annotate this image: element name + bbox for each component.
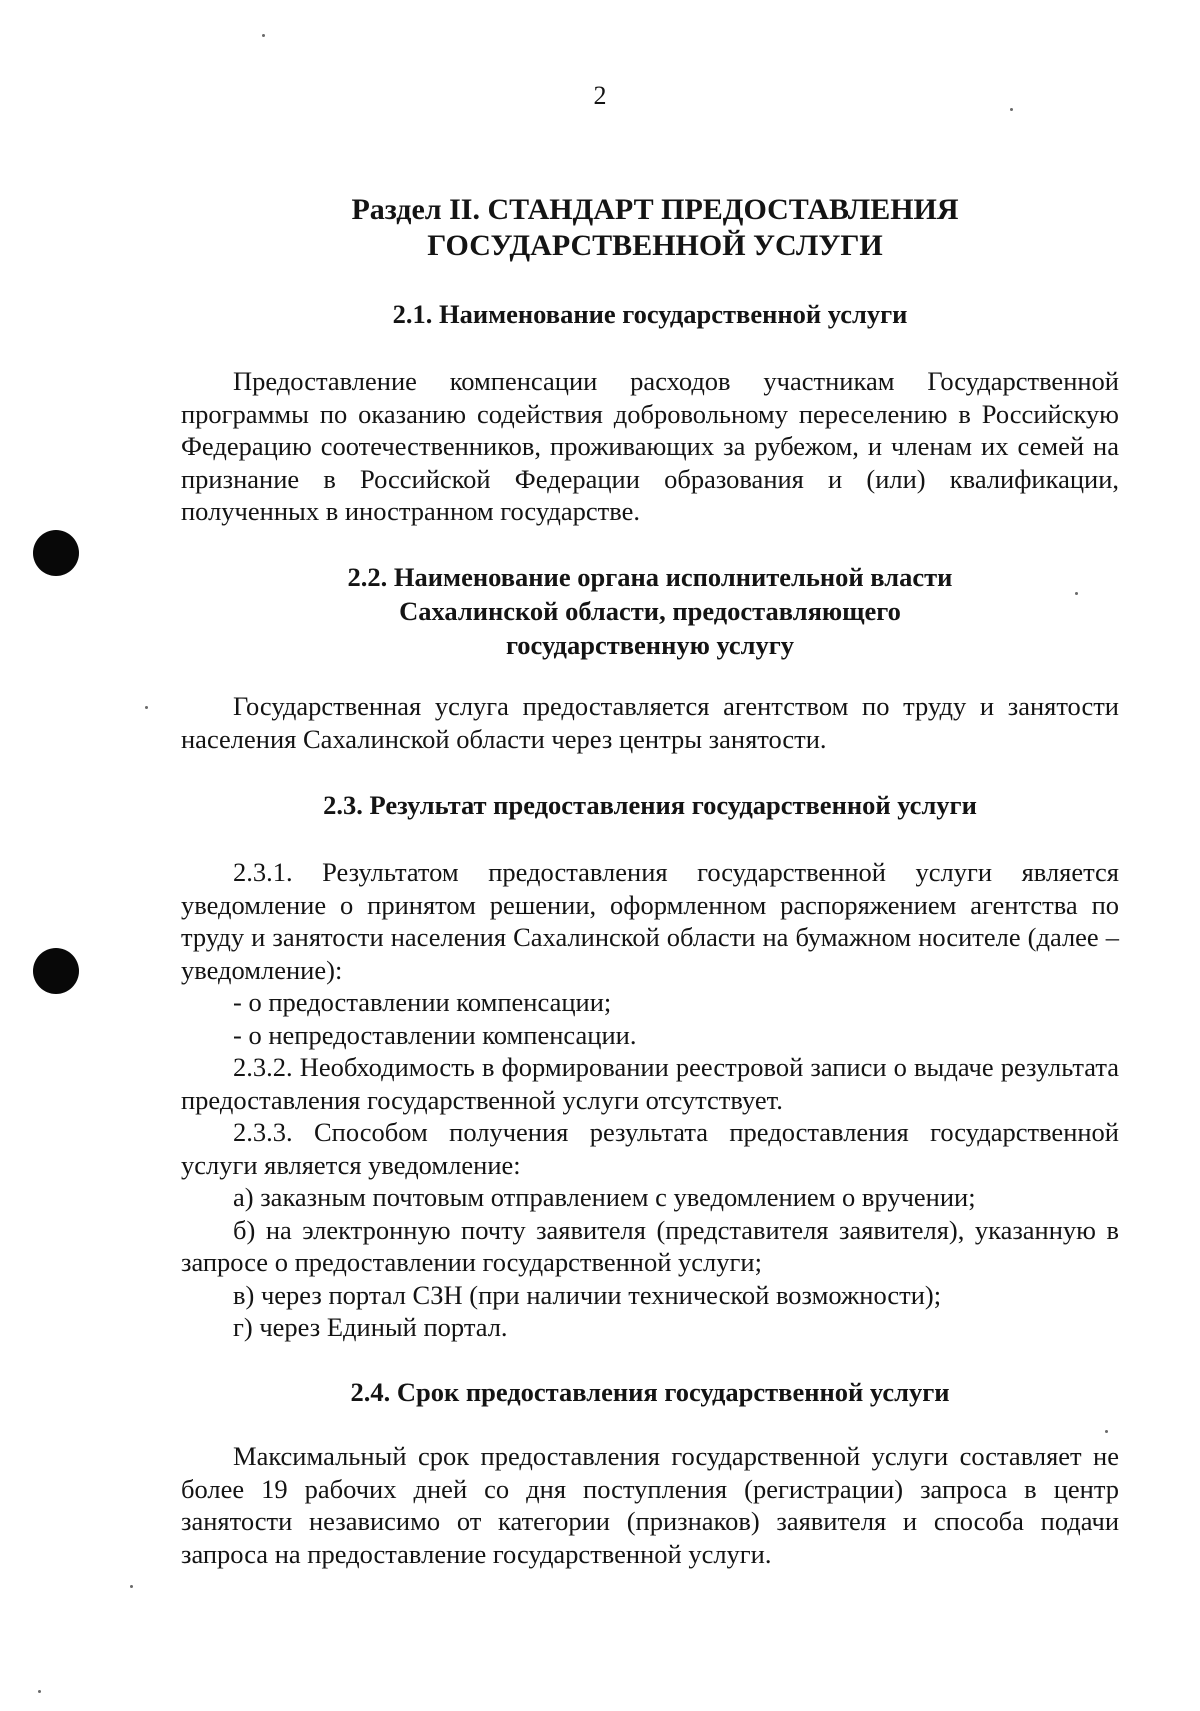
scan-speck xyxy=(262,34,265,37)
subsection-heading-2-4: 2.4. Срок предоставления государственной услуги xyxy=(350,1377,950,1407)
list-item: г) через Единый портал. xyxy=(233,1312,508,1342)
subsection-heading-2-2 xyxy=(180,560,1120,662)
paragraph: Государственная услуга предоставляется агентством по труду и занятости населения Сахалинской области через центры занятости. xyxy=(181,691,1119,754)
punch-hole xyxy=(33,948,79,994)
scan-speck xyxy=(130,1585,133,1588)
punch-hole xyxy=(33,530,79,576)
list-item: б) на электронную почту заявителя (представителя заявителя), указанную в запросе о предоставлении государственной услуги; xyxy=(181,1214,1119,1277)
heading-line: Сахалинской области, предоставляющего xyxy=(399,596,901,626)
subsection-body-2-2 xyxy=(181,690,1119,755)
list-item: а) заказным почтовым отправлением с уведомлением о вручении; xyxy=(233,1182,976,1212)
paragraph-2-3-2: 2.3.2. Необходимость в формировании реестровой записи о выдаче результата предоставления государственной услуги отсутствует. xyxy=(181,1052,1119,1115)
subsection-body-2-1 xyxy=(181,365,1119,528)
list-item: в) через портал СЗН (при наличии технической возможности); xyxy=(233,1279,942,1310)
paragraph: Максимальный срок предоставления государственной услуги составляет не более 19 рабочих дней со дня поступления (регистрации) запроса в центр занятости независимо от категории (признаков) заявителя и способа подачи запроса на предоставление государственной услуги. xyxy=(181,1441,1119,1569)
subsection-heading-2-3: 2.3. Результат предоставления государственной услуги xyxy=(323,790,977,820)
scan-speck xyxy=(38,1690,41,1693)
scan-speck xyxy=(145,706,148,709)
list-item: - о непредоставлении компенсации. xyxy=(233,1019,637,1050)
subsection-body-2-3 xyxy=(181,856,1119,1344)
heading-line: 2.2. Наименование органа исполнительной власти xyxy=(347,562,953,592)
paragraph-2-3-1: 2.3.1. Результатом предоставления государственной услуги является уведомление о принятом решении, оформленном распоряжением агентства по труду и занятости населения Сахалинской области на бумажном носителе (далее – уведомление): xyxy=(181,857,1119,985)
paragraph: Предоставление компенсации расходов участникам Государственной программы по оказанию содействия добровольному переселению в Российскую Федерацию соотечественников, проживающих за рубежом, и членам их семей на признание в Российской Федерации образования и (или) квалификации, полученных в иностранном государстве. xyxy=(181,366,1119,526)
subsection-heading-2-1: 2.1. Наименование государственной услуги xyxy=(392,299,908,329)
scan-speck xyxy=(1105,1430,1108,1433)
paragraph-2-3-3: 2.3.3. Способом получения результата предоставления государственной услуги является уведомление: xyxy=(181,1117,1119,1180)
list-item: - о предоставлении компенсации; xyxy=(233,987,612,1017)
section-title: Раздел II. СТАНДАРТ ПРЕДОСТАВЛЕНИЯ ГОСУДАРСТВЕННОЙ УСЛУГИ xyxy=(351,193,959,262)
subsection-body-2-4 xyxy=(181,1440,1119,1570)
heading-line: государственную услугу xyxy=(505,630,795,660)
page-number: 2 xyxy=(593,81,607,110)
